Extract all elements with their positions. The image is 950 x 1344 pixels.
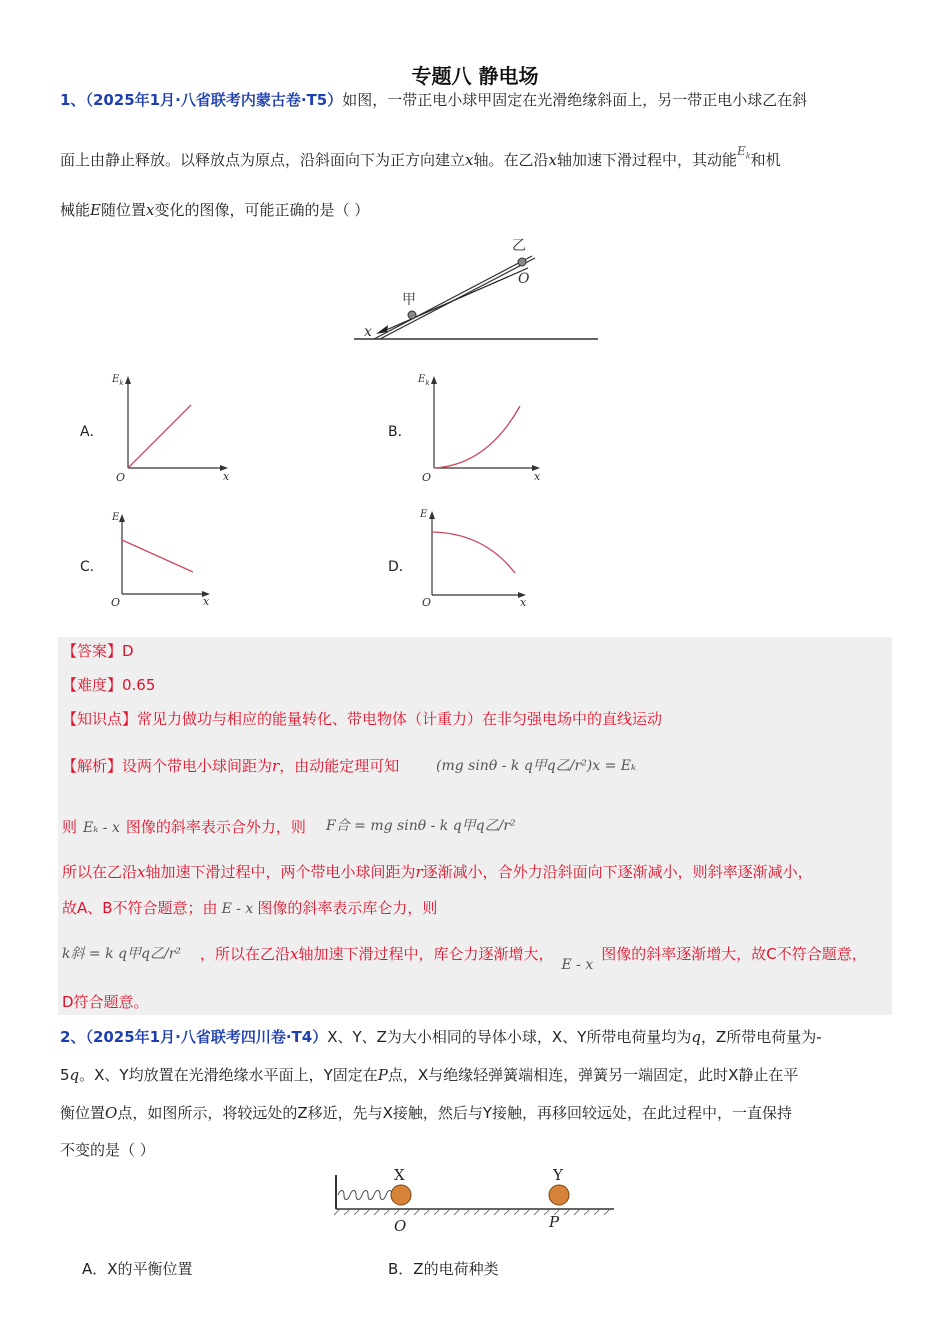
origin-label: O (422, 596, 432, 609)
answer-line: 【答案】D (62, 642, 134, 660)
knowledge-line: 【知识点】常见力做功与相应的能量转化、带电物体（计重力）在非匀强电场中的直线运动 (62, 710, 663, 728)
label-jia: 甲 (402, 292, 416, 308)
analysis-line-2: 则 Eₖ - x 图像的斜率表示合外力，则 (62, 818, 306, 836)
y-label: $E_k$ (112, 374, 124, 387)
spring (338, 1191, 396, 1200)
q1-text-2a: 面上由静止释放。以释放点为原点，沿斜面向下为正方向建立 (60, 151, 466, 169)
q1-source: （2025年1月·八省联考内蒙古卷·T5） (85, 91, 343, 109)
analysis-line-4: 故A、B不符合题意；由 E - x 图像的斜率表示库仑力，则 (62, 899, 438, 917)
q2-source: （2025年1月·八省联考四川卷·T4） (85, 1028, 328, 1046)
label-x: X (394, 1166, 405, 1184)
q2-number: 2、 (60, 1028, 86, 1046)
q2-line3: 衡位置O点，如图所示，将较远处的Z移近，先与X接触，然后与Y接触，再移回较远处，在此过程中，一直保持 (60, 1104, 793, 1122)
y-label: E (420, 509, 428, 520)
q2-line2: 5q。X、Y均放置在光滑绝缘水平面上，Y固定在P点，X与绝缘轻弹簧端相连，弹簧另一端固定，此时X静止在平 (60, 1066, 799, 1084)
q2-spring-figure (330, 1165, 620, 1245)
label-yi: 乙 (512, 238, 526, 254)
curve-b (434, 406, 520, 468)
label-o: O (394, 1217, 407, 1235)
option-b-graph (412, 368, 552, 483)
q1-text-3a: 械能 (60, 201, 91, 219)
q2-line4: 不变的是（ ） (60, 1141, 155, 1159)
x-label: x (223, 470, 230, 483)
ball-yi (518, 258, 526, 266)
analysis-line-6: D符合题意。 (62, 993, 149, 1011)
option-b-label[interactable]: B． (388, 424, 412, 440)
ball-y (549, 1185, 569, 1205)
label-x: x (364, 324, 372, 340)
y-label: E (112, 512, 120, 523)
y-arrowhead (429, 511, 435, 519)
curve-d (432, 532, 515, 573)
label-y: Y (553, 1166, 563, 1184)
q1-number: 1、 (60, 91, 86, 109)
origin-label: O (111, 596, 121, 609)
x-label: x (520, 596, 527, 609)
x-label: x (203, 595, 210, 608)
option-a-label[interactable]: A． (80, 424, 104, 440)
q1-text-2d: 和机 (750, 151, 781, 169)
origin-label: O (422, 471, 432, 483)
q1-line1 (60, 90, 807, 110)
q2-option-b[interactable]: B．Z的电荷种类 (388, 1260, 499, 1278)
analysis-line-1: 【解析】设两个带电小球间距为r，由动能定理可知 (62, 757, 400, 775)
option-a-graph (110, 368, 240, 483)
formula-1: (mg sinθ - k q甲q乙/r²)x = Eₖ (436, 758, 637, 774)
page-title: 专题八 静电场 (411, 64, 539, 88)
q1-line2 (60, 144, 781, 176)
analysis-line-5: ，所以在乙沿x轴加速下滑过程中，库仑力逐渐增大，E - x图像的斜率逐渐增大，故C不符合题意， (200, 945, 867, 973)
q1-text-1: 如图，一带正电小球甲固定在光滑绝缘斜面上，另一带正电小球乙在斜 (342, 91, 808, 109)
var-x: x (548, 151, 557, 169)
x-label: x (534, 470, 541, 483)
y-arrowhead (119, 514, 125, 522)
y-arrowhead (125, 376, 131, 384)
difficulty-line: 【难度】0.65 (62, 676, 156, 694)
curve-a (128, 405, 191, 468)
floor-hatch (334, 1209, 610, 1215)
var-E: E (90, 201, 101, 219)
formula-3: k斜 = k q甲q乙/r² (62, 946, 181, 962)
q1-incline-figure (340, 228, 610, 346)
q1-text-2b: 轴。在乙沿 (473, 151, 549, 169)
q1-line3 (60, 200, 369, 220)
ball-jia (408, 311, 416, 319)
y-label: $E_k$ (418, 374, 430, 387)
curve-c (122, 540, 193, 572)
q1-text-3c: 变化的图像，可能正确的是（ ） (154, 201, 370, 219)
origin-label: O (116, 471, 126, 483)
label-p: P (549, 1213, 560, 1231)
ball-x (391, 1185, 411, 1205)
q2-line1: 2、（2025年1月·八省联考四川卷·T4）X、Y、Z为大小相同的导体小球，X、Y所带电荷量均为q，Z所带电荷量为- (60, 1028, 822, 1046)
q1-text-3b: 随位置 (100, 201, 146, 219)
option-d-label[interactable]: D． (388, 559, 413, 575)
label-o: O (518, 271, 530, 287)
q1-text-2c: 轴加速下滑过程中，其动能 (556, 151, 737, 169)
var-x: x (145, 201, 155, 219)
option-d-graph (414, 503, 539, 613)
q2-option-a[interactable]: A．X的平衡位置 (82, 1260, 193, 1278)
analysis-line-3: 所以在乙沿x轴加速下滑过程中，两个带电小球间距为r逐渐减小，合外力沿斜面向下逐渐减小，则斜率逐渐减小， (62, 863, 813, 881)
var-ek: Ek (736, 144, 751, 161)
y-arrowhead (431, 376, 437, 384)
option-c-graph (106, 506, 221, 614)
var-x: x (465, 151, 474, 169)
option-c-label[interactable]: C． (80, 559, 104, 575)
incline-line-1 (374, 256, 532, 339)
formula-2: F合 = mg sinθ - k q甲q乙/r² (326, 818, 516, 834)
